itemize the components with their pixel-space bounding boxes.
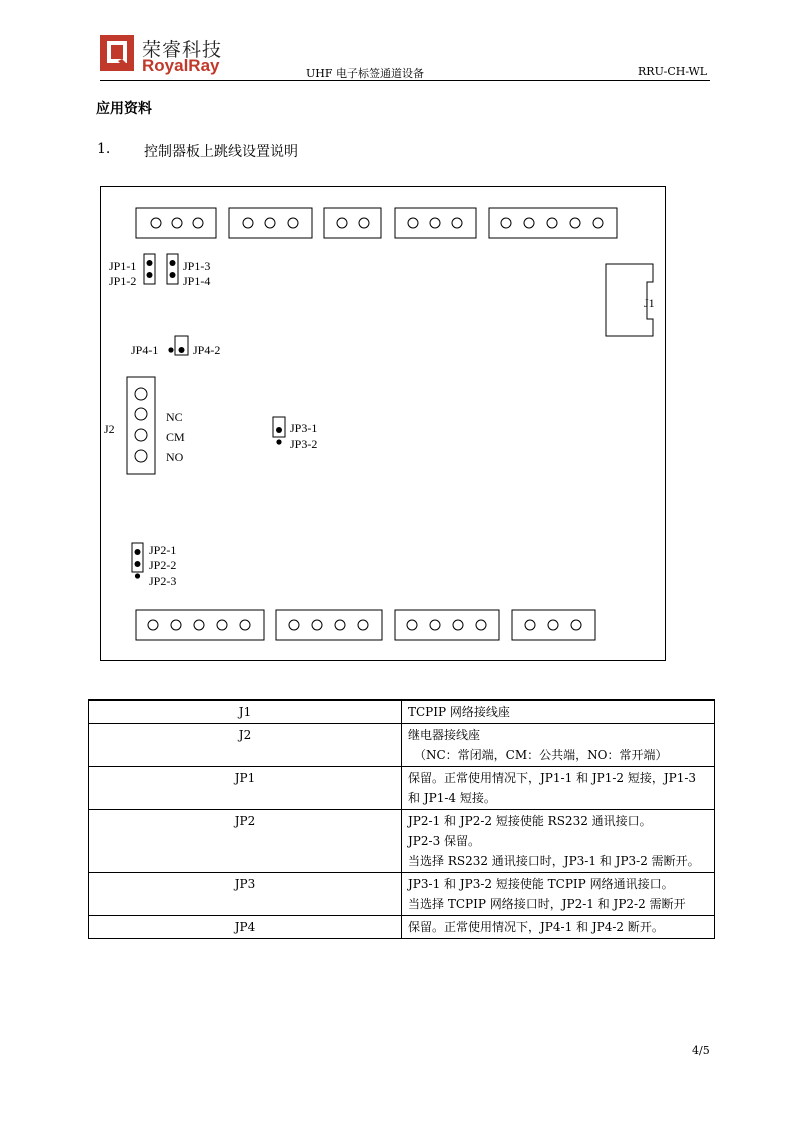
row-key: J1 — [89, 700, 402, 724]
desc-line: 保留。正常使用情况下，JP1-1 和 JP1-2 短接，JP1-3 — [408, 771, 697, 785]
row-desc — [402, 724, 715, 767]
label-jp3-2: JP3-2 — [290, 437, 318, 451]
desc-line: 当选择 TCPIP 网络接口时，JP2-1 和 JP2-2 需断开 — [408, 897, 686, 911]
board-outline — [101, 187, 666, 661]
label-jp4-2: JP4-2 — [193, 343, 221, 357]
label-jp1-4: JP1-4 — [183, 274, 211, 288]
item-title: 控制器板上跳线设置说明 — [144, 144, 298, 160]
row-desc — [402, 767, 715, 810]
table-row — [89, 700, 715, 724]
row-key: JP4 — [89, 916, 402, 939]
desc-line: 继电器接线座 — [408, 728, 481, 742]
label-nc: NC — [166, 410, 183, 424]
logo-mark-icon — [98, 33, 138, 75]
table-row — [89, 724, 715, 767]
label-jp2-3: JP2-3 — [149, 574, 177, 588]
jumper-board-diagram — [100, 186, 667, 662]
table-row — [89, 873, 715, 916]
company-logo — [98, 33, 228, 79]
desc-line: JP2-1 和 JP2-2 短接使能 RS232 通讯接口。 — [408, 814, 652, 828]
label-j1: J1 — [644, 296, 655, 310]
page-number: 4/5 — [692, 1044, 710, 1057]
label-jp1-3: JP1-3 — [183, 259, 211, 273]
item-number: 1. — [97, 141, 111, 157]
jumper-spec-table — [88, 699, 715, 939]
section-title: 应用资料 — [96, 101, 152, 117]
row-desc — [402, 810, 715, 873]
desc-line: （NC：常闭端，CM：公共端，NO：常开端） — [414, 748, 668, 762]
label-jp3-1: JP3-1 — [290, 421, 318, 435]
model-number: RRU-CH-WL — [638, 65, 708, 78]
table-row — [89, 810, 715, 873]
row-desc — [402, 873, 715, 916]
desc-line: TCPIP 网络接线座 — [408, 705, 510, 719]
table-row — [89, 916, 715, 939]
label-jp2-2: JP2-2 — [149, 558, 177, 572]
label-no: NO — [166, 450, 184, 464]
logo-chinese-name: 荣睿科技 — [142, 39, 223, 61]
desc-line: 和 JP1-4 短接。 — [408, 791, 496, 805]
table-row — [89, 767, 715, 810]
label-cm: CM — [166, 430, 185, 444]
row-key: JP1 — [89, 767, 402, 810]
row-desc — [402, 916, 715, 939]
header-divider — [100, 80, 710, 81]
row-key: J2 — [89, 724, 402, 767]
label-jp2-1: JP2-1 — [149, 543, 177, 557]
logo-english-name: RoyalRay — [142, 56, 220, 75]
document-title: UHF 电子标签通道设备 — [306, 67, 424, 80]
label-jp4-1: JP4-1 — [131, 343, 159, 357]
desc-line: JP3-1 和 JP3-2 短接使能 TCPIP 网络通讯接口。 — [408, 877, 674, 891]
row-key: JP3 — [89, 873, 402, 916]
label-jp1-1: JP1-1 — [109, 259, 137, 273]
row-key: JP2 — [89, 810, 402, 873]
label-j2: J2 — [104, 422, 115, 436]
row-desc — [402, 700, 715, 724]
label-jp1-2: JP1-2 — [109, 274, 137, 288]
desc-line: 当选择 RS232 通讯接口时，JP3-1 和 JP3-2 需断开。 — [408, 854, 700, 868]
desc-line: JP2-3 保留。 — [408, 834, 481, 848]
desc-line: 保留。正常使用情况下，JP4-1 和 JP4-2 断开。 — [408, 920, 664, 934]
